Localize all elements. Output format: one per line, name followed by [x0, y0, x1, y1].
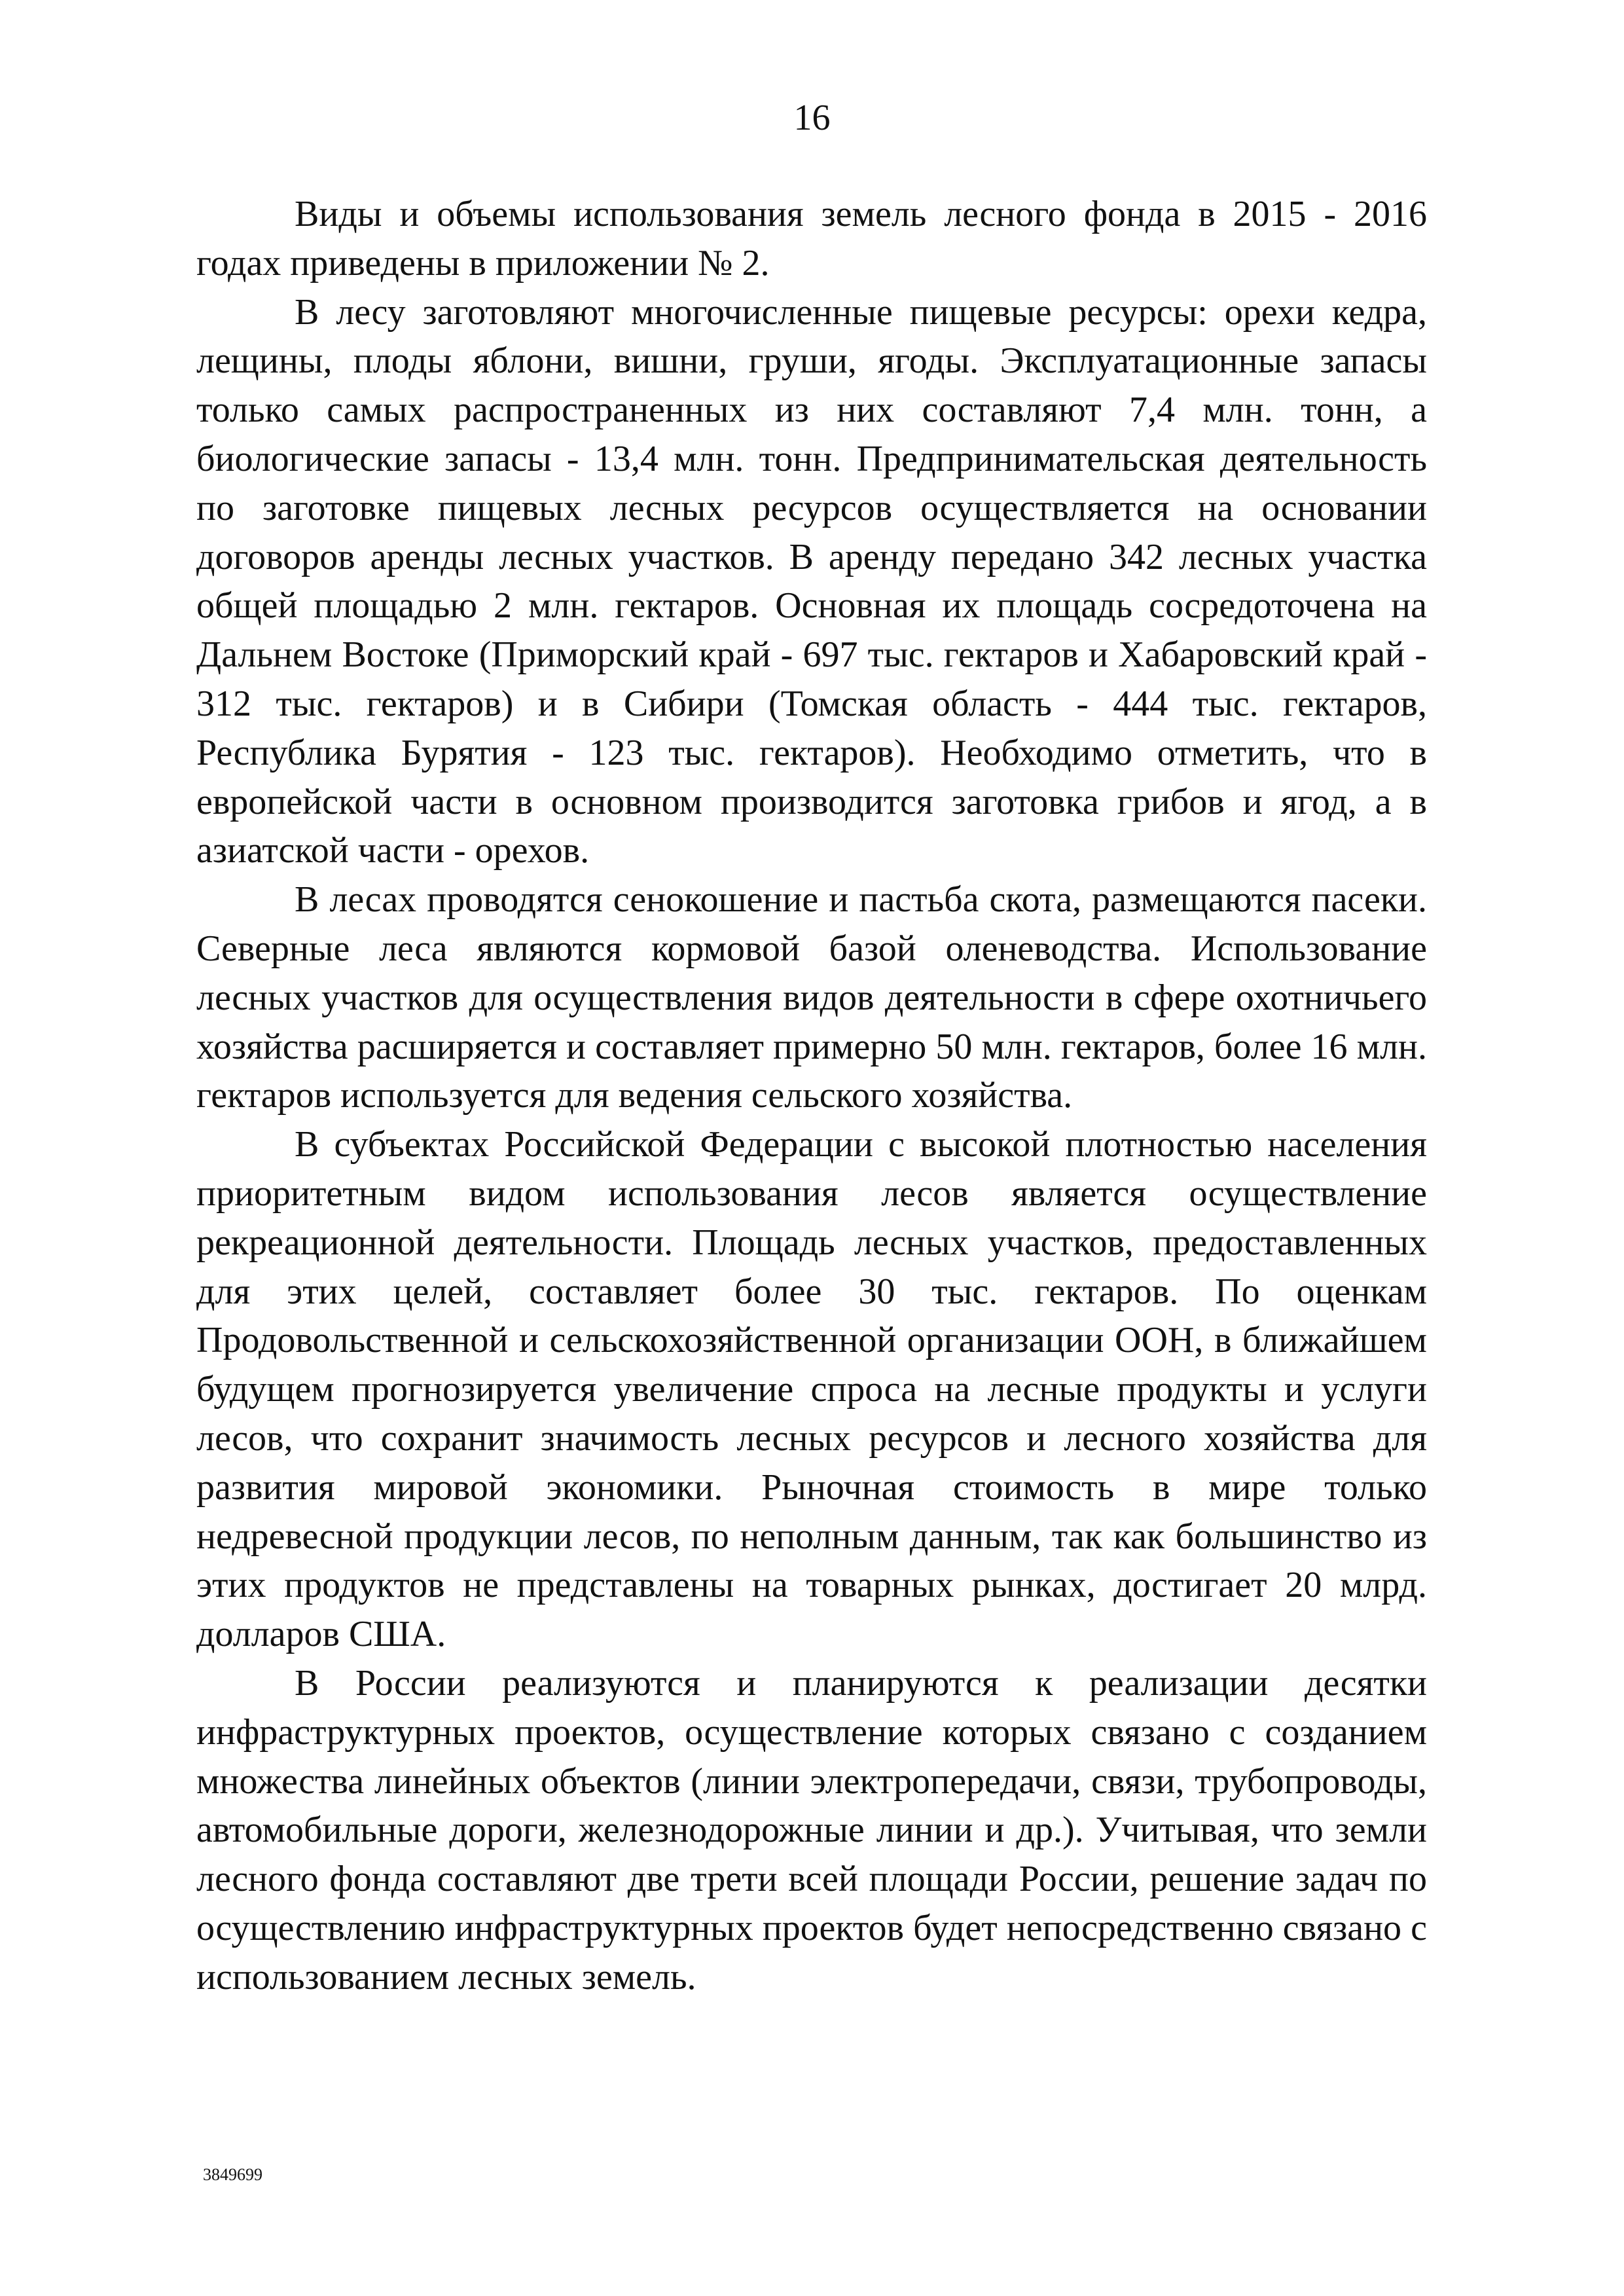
document-body: [196, 190, 1427, 2001]
paragraph-infrastructure: В России реализуются и планируются к реализации десятки инфраструктурных проектов, осуществление которых связано с созданием множества линейных объектов (линии электропередачи, связи, трубопроводы, автомобильные дороги, железнодорожные линии и др.). Учитывая, что земли лесного фонда составляют две трети всей площади России, решение задач по осуществлению инфраструктурных проектов будет непосредственно связано с использованием лесных земель.: [196, 1662, 1427, 1997]
paragraph-land-use-volumes: Виды и объемы использования земель лесного фонда в 2015 - 2016 годах приведены в приложении № 2.: [196, 194, 1427, 283]
paragraph-food-resources: В лесу заготовляют многочисленные пищевые ресурсы: орехи кедра, лещины, плоды яблони, вишни, груши, ягоды. Эксплуатационные запасы только самых распространенных из них составляют 7,4 млн. тонн, а биологические запасы - 13,4 млн. тонн. Предпринимательская деятельность по заготовке пищевых лесных ресурсов осуществляется на основании договоров аренды лесных участков. В аренду передано 342 лесных участка общей площадью 2 млн. гектаров. Основная их площадь сосредоточена на Дальнем Востоке (Приморский край - 697 тыс. гектаров и Хабаровский край - 312 тыс. гектаров) и в Сибири (Томская область - 444 тыс. гектаров, Республика Бурятия - 123 тыс. гектаров). Необходимо отметить, что в европейской части в основном производится заготовка грибов и ягод, а в азиатской части - орехов.: [196, 291, 1427, 871]
document-code: 3849699: [203, 2165, 262, 2184]
paragraph-recreation: В субъектах Российской Федерации с высокой плотностью населения приоритетным видом использования лесов является осуществление рекреационной деятельности. Площадь лесных участков, предоставленных для этих целей, составляет более 30 тыс. гектаров. По оценкам Продовольственной и сельскохозяйственной организации ООН, в ближайшем будущем прогнозируется увеличение спроса на лесные продукты и услуги лесов, что сохранит значимость лесных ресурсов и лесного хозяйства для развития мировой экономики. Рыночная стоимость в мире только недревесной продукции лесов, по неполным данным, так как большинство из этих продуктов не представлены на товарных рынках, достигает 20 млрд. долларов США.: [196, 1124, 1427, 1655]
page-number: 16: [793, 98, 831, 138]
paragraph-hay-pasture-hunting: В лесах проводятся сенокошение и пастьба скота, размещаются пасеки. Северные леса являются кормовой базой оленеводства. Использование лесных участков для осуществления видов деятельности в сфере охотничьего хозяйства расширяется и составляет примерно 50 млн. гектаров, более 16 млн. гектаров используется для ведения сельского хозяйства.: [196, 879, 1427, 1116]
